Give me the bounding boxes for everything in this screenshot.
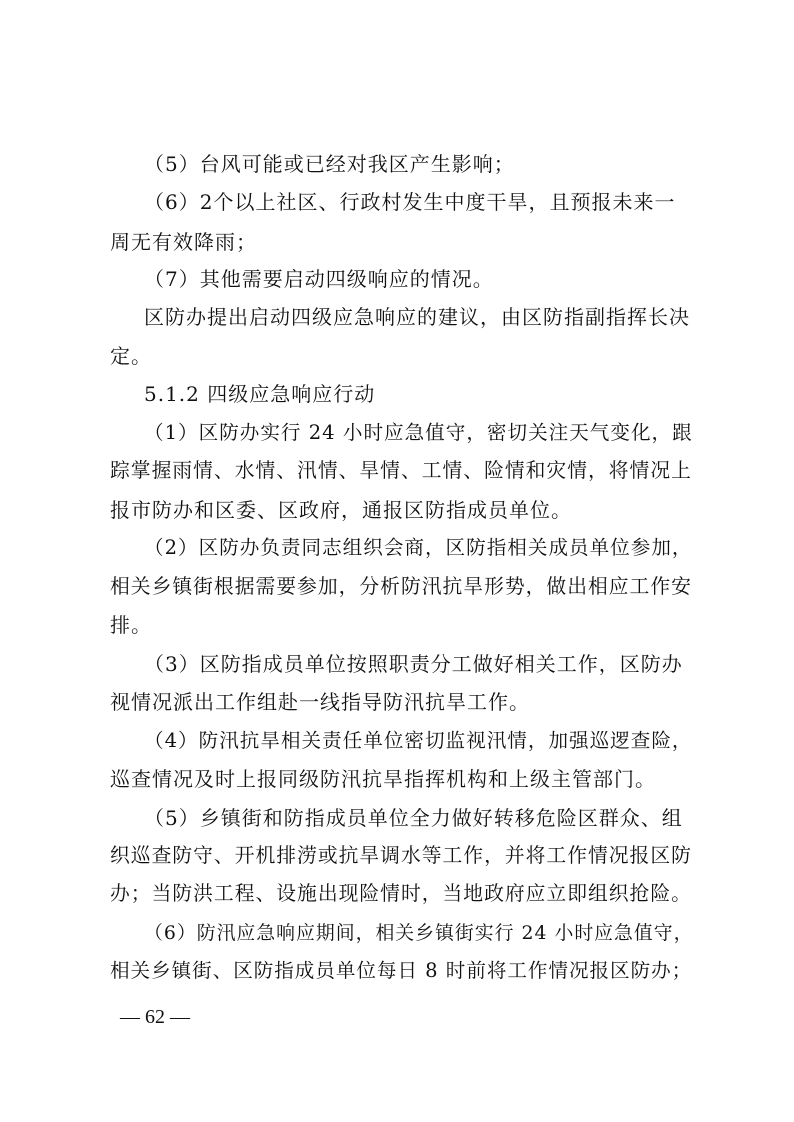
paragraph-line: 排。 xyxy=(110,613,152,637)
paragraph-line: （5）台风可能或已经对我区产生影响； xyxy=(144,152,515,176)
paragraph-line: 报市防办和区委、区政府，通报区防指成员单位。 xyxy=(110,498,572,522)
page-number: — 62 — xyxy=(120,1006,190,1028)
paragraph-line: 踪掌握雨情、水情、汛情、旱情、工情、险情和灾情，将情况上 xyxy=(110,459,692,482)
paragraph-line: 周无有效降雨； xyxy=(110,230,257,254)
paragraph-line: （5）乡镇街和防指成员单位全力做好转移危险区群众、组 xyxy=(144,806,683,830)
paragraph-line: （6）2个以上社区、行政村发生中度干旱，且预报未来一 xyxy=(144,190,676,214)
paragraph-line: 视情况派出工作组赴一线指导防汛抗旱工作。 xyxy=(110,690,530,714)
paragraph-line: 织巡查防守、开机排涝或抗旱调水等工作，并将工作情况报区防 xyxy=(110,844,692,867)
paragraph-line: 相关乡镇街根据需要参加，分析防汛抗旱形势，做出相应工作安 xyxy=(110,575,692,598)
paragraph-line: 办；当防洪工程、设施出现险情时，当地政府应立即组织抢险。 xyxy=(110,882,692,905)
paragraph-line: （1）区防办实行 24 小时应急值守，密切关注天气变化，跟 xyxy=(144,421,693,444)
paragraph-line: （7）其他需要启动四级响应的情况。 xyxy=(144,267,494,291)
paragraph-line: （3）区防指成员单位按照职责分工做好相关工作，区防办 xyxy=(144,652,683,676)
paragraph-line: （2）区防办负责同志组织会商，区防指相关成员单位参加， xyxy=(144,536,693,559)
paragraph-line: （6）防汛应急响应期间，相关乡镇街实行 24 小时应急值守， xyxy=(144,922,694,944)
paragraph-line: 定。 xyxy=(110,344,152,368)
paragraph-line: 相关乡镇街、区防指成员单位每日 8 时前将工作情况报区防办； xyxy=(110,959,693,982)
section-heading: 5.1.2 四级应急响应行动 xyxy=(144,382,376,406)
paragraph-line: （4）防汛抗旱相关责任单位密切监视汛情，加强巡逻查险， xyxy=(144,729,693,752)
paragraph-line: 巡查情况及时上报同级防汛抗旱指挥机构和上级主管部门。 xyxy=(110,767,656,791)
paragraph-line: 区防办提出启动四级应急响应的建议，由区防指副指挥长决 xyxy=(144,305,690,329)
